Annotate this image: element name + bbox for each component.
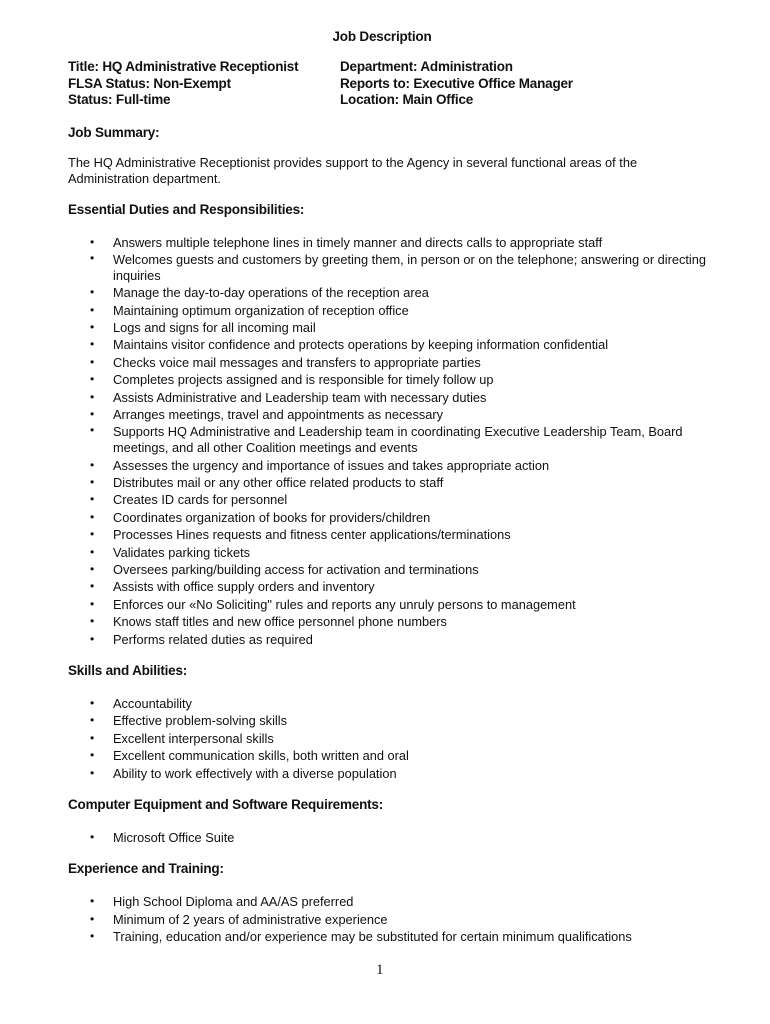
bullet-icon: • (90, 696, 95, 710)
list-item (68, 596, 708, 613)
bullet-icon: • (90, 354, 95, 369)
list-item (68, 234, 708, 251)
bullet-icon: • (90, 929, 95, 944)
bullet-icon: • (90, 509, 95, 524)
bullet-icon: • (90, 234, 95, 249)
list-item-text: Supports HQ Administrative and Leadership team in coordinating Executive Leadership Team, Board meetings, and all other Coalition meetings and events (113, 424, 683, 455)
list-item (68, 389, 708, 406)
list-item (68, 284, 708, 301)
list-item-text: Creates ID cards for personnel (113, 492, 288, 508)
bullet-icon: • (90, 372, 95, 387)
bullet-icon: • (90, 302, 95, 317)
list-item-text: Excellent communication skills, both written and oral (113, 748, 409, 764)
list-item-text: Effective problem-solving skills (113, 713, 288, 729)
bullet-icon: • (90, 596, 95, 611)
list-item (68, 371, 708, 388)
bullet-icon: • (90, 765, 95, 780)
list-item (68, 354, 708, 371)
bullet-icon: • (90, 631, 95, 646)
list-item-text: Microsoft Office Suite (113, 830, 235, 846)
bullet-icon: • (90, 748, 95, 763)
job-meta (68, 59, 708, 109)
document-title: Job Description (332, 29, 432, 44)
duties-list (68, 234, 708, 649)
list-item (68, 302, 708, 319)
list-item-text: Answers multiple telephone lines in timely manner and directs calls to appropriate staff (113, 234, 603, 250)
department: Department: Administration (340, 59, 513, 74)
list-item-text: Validates parking tickets (113, 544, 251, 560)
location: Location: Main Office (340, 92, 474, 107)
bullet-icon: • (90, 337, 95, 352)
job-meta-left (68, 59, 340, 109)
list-item (68, 474, 708, 491)
list-item-text: Accountability (113, 696, 192, 711)
list-item (68, 544, 708, 561)
bullet-icon: • (90, 911, 95, 926)
list-item (68, 911, 708, 928)
list-item (68, 526, 708, 543)
bullet-icon: • (90, 319, 95, 334)
bullet-icon: • (90, 423, 95, 438)
bullet-icon: • (90, 614, 95, 629)
list-item (68, 491, 708, 508)
list-item-text: Coordinates organization of books for providers/children (113, 509, 431, 525)
skills-heading: Skills and Abilities: (68, 663, 188, 678)
duties-heading: Essential Duties and Responsibilities: (68, 201, 305, 217)
list-item (68, 336, 708, 353)
list-item-text: Training, education and/or experience may be substituted for certain minimum qualifications (113, 929, 632, 945)
list-item (68, 695, 708, 712)
bullet-icon: • (90, 389, 95, 404)
equipment-heading: Computer Equipment and Software Requirements: (68, 797, 384, 813)
bullet-icon: • (90, 457, 95, 472)
list-item-text: Performs related duties as required (113, 631, 313, 647)
list-item (68, 747, 708, 764)
list-item (68, 561, 708, 578)
list-item-text: Maintaining optimum organization of reception office (113, 302, 409, 318)
bullet-icon: • (90, 285, 95, 300)
reports-to: Reports to: Executive Office Manager (340, 75, 573, 91)
list-item-text: Completes projects assigned and is responsible for timely follow up (113, 372, 494, 388)
list-item-text: Ability to work effectively with a diverse population (113, 765, 397, 781)
equipment-list (68, 829, 708, 846)
list-item-text: Arranges meetings, travel and appointments as necessary (113, 406, 444, 422)
list-item-text: High School Diploma and AA/AS preferred (113, 894, 354, 910)
bullet-icon: • (90, 561, 95, 576)
list-item (68, 613, 708, 630)
bullet-icon: • (90, 894, 95, 909)
bullet-icon: • (90, 713, 95, 728)
list-item (68, 251, 708, 284)
list-item-text: Logs and signs for all incoming mail (113, 319, 316, 335)
list-item-text: Checks voice mail messages and transfers to appropriate parties (113, 354, 481, 370)
bullet-icon: • (90, 830, 95, 845)
list-item (68, 319, 708, 336)
list-item-text: Manage the day-to-day operations of the reception area (113, 285, 429, 301)
list-item-text: Distributes mail or any other office related products to staff (113, 474, 444, 490)
summary-text: The HQ Administrative Receptionist provides support to the Agency in several functional areas of the Administration department. (68, 154, 638, 186)
list-item-text: Knows staff titles and new office personnel phone numbers (113, 614, 447, 630)
bullet-icon: • (90, 544, 95, 559)
bullet-icon: • (90, 730, 95, 745)
page-number: 1 (376, 962, 384, 978)
list-item-text: Enforces our «No Soliciting" rules and reports any unruly persons to management (113, 596, 576, 612)
list-item-text: Minimum of 2 years of administrative experience (113, 911, 388, 927)
skills-list (68, 695, 708, 782)
list-item-text: Maintains visitor confidence and protects operations by keeping information confidential (113, 337, 609, 353)
bullet-icon: • (90, 527, 95, 542)
list-item-text: Assists Administrative and Leadership team with necessary duties (113, 389, 487, 405)
list-item-text: Assists with office supply orders and inventory (113, 579, 375, 595)
list-item (68, 631, 708, 648)
list-item (68, 829, 708, 846)
experience-list (68, 893, 708, 945)
list-item-text: Assesses the urgency and importance of issues and takes appropriate action (113, 457, 550, 473)
list-item (68, 730, 708, 747)
document-page (68, 28, 708, 946)
bullet-icon: • (90, 406, 95, 421)
list-item (68, 457, 708, 474)
bullet-icon: • (90, 579, 95, 594)
list-item (68, 893, 708, 910)
list-item-text: Excellent interpersonal skills (113, 730, 274, 746)
list-item (68, 406, 708, 423)
flsa-status: FLSA Status: Non-Exempt (68, 75, 231, 91)
list-item (68, 765, 708, 782)
list-item (68, 578, 708, 595)
bullet-icon: • (90, 492, 95, 507)
experience-heading: Experience and Training: (68, 861, 224, 877)
list-item (68, 423, 708, 456)
list-item (68, 928, 708, 945)
list-item-text: Oversees parking/building access for activation and terminations (113, 561, 479, 577)
list-item-text: Processes Hines requests and fitness center applications/terminations (113, 527, 511, 543)
employment-status: Status: Full-time (68, 92, 171, 107)
list-item (68, 509, 708, 526)
bullet-icon: • (90, 250, 95, 265)
bullet-icon: • (90, 474, 95, 489)
summary-heading: Job Summary: (68, 124, 160, 140)
job-title: Title: HQ Administrative Receptionist (68, 59, 299, 74)
list-item (68, 712, 708, 729)
job-meta-right (340, 59, 573, 109)
list-item-text: Welcomes guests and customers by greeting them, in person or on the telephone; answering or directing inquiries (113, 251, 707, 283)
